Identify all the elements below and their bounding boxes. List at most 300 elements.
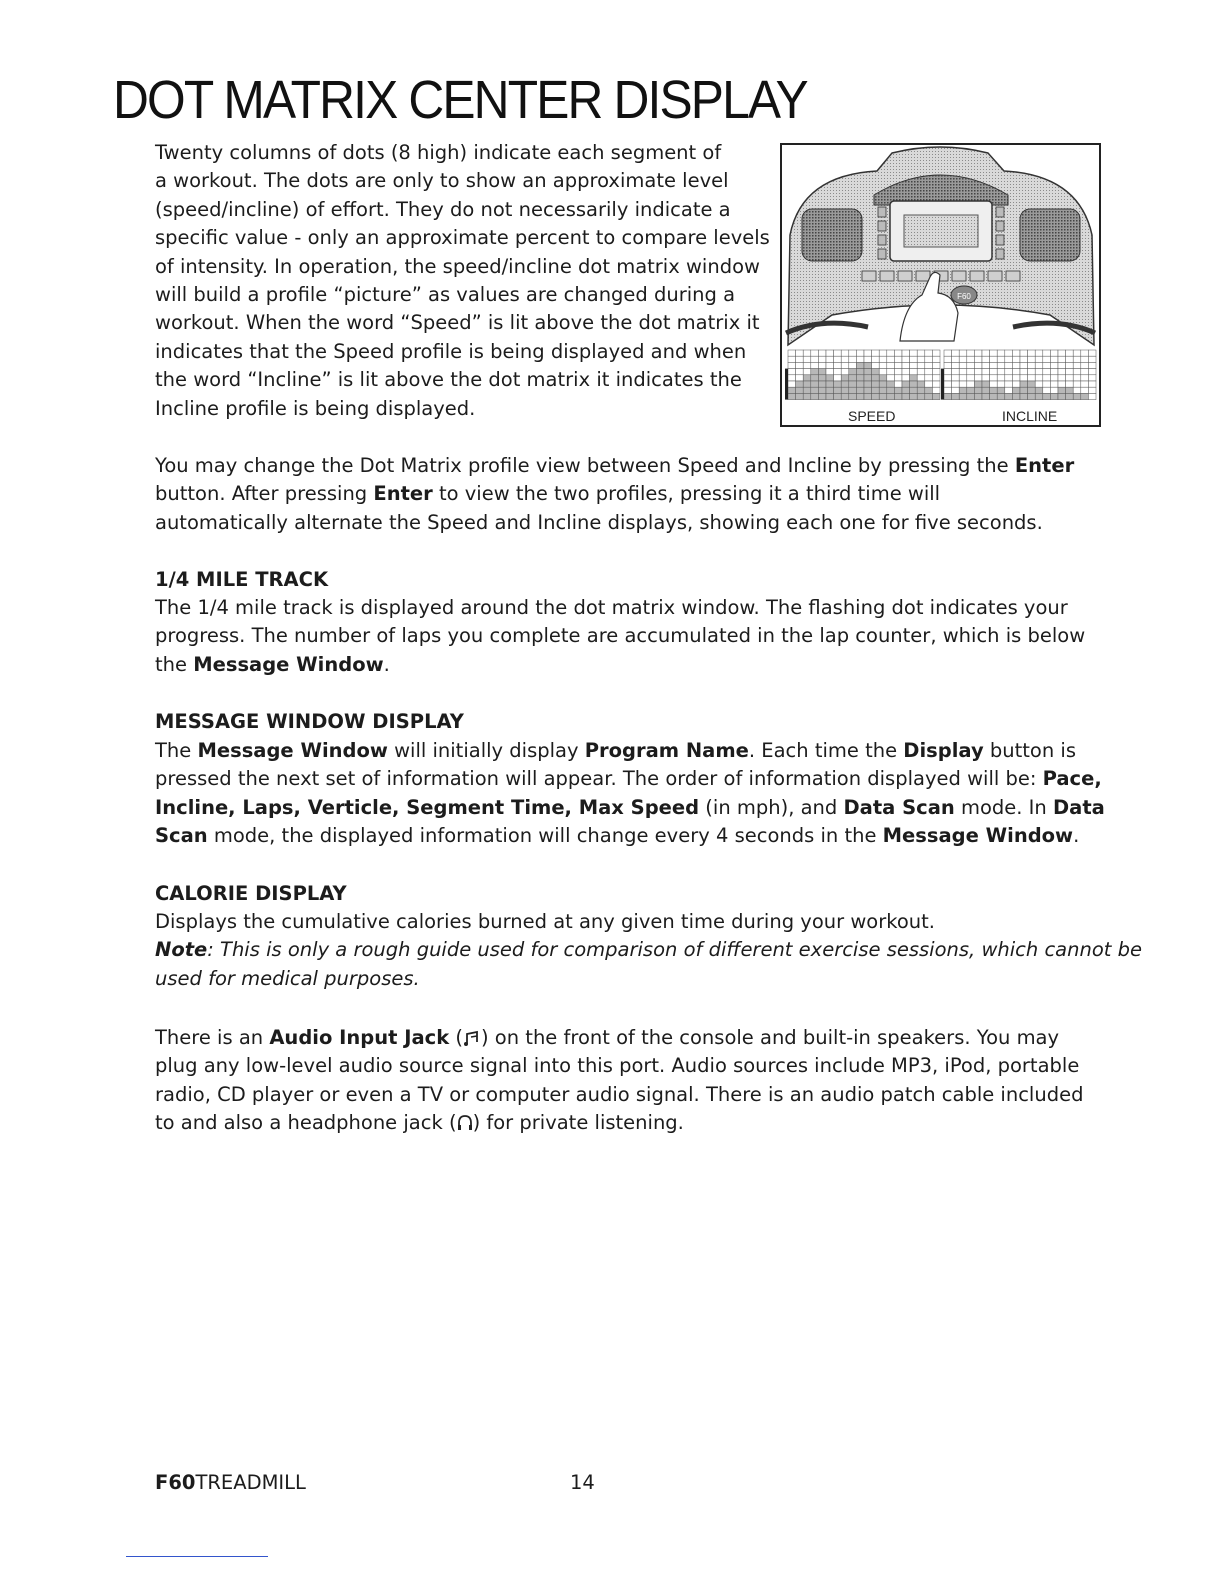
- matrix-dot: [944, 350, 952, 356]
- incline-dot-matrix: [941, 350, 1096, 400]
- track-heading: 1/4 MILE TRACK: [155, 568, 329, 591]
- matrix-dot: [803, 375, 811, 381]
- calorie-text: Displays the cumulative calories burned at any given time during your workout.: [155, 910, 935, 933]
- matrix-edge-marker: [785, 369, 788, 400]
- matrix-dot: [887, 362, 895, 368]
- matrix-dot: [1066, 356, 1074, 362]
- matrix-dot: [788, 369, 796, 375]
- matrix-dot: [1081, 375, 1089, 381]
- matrix-dot: [841, 356, 849, 362]
- matrix-dot: [826, 362, 834, 368]
- matrix-dot: [967, 356, 975, 362]
- matrix-dot: [894, 369, 902, 375]
- matrix-dot: [952, 387, 960, 393]
- enter-text: automatically alternate the Speed and Incline displays, showing each one for five seconds.: [155, 510, 1043, 534]
- matrix-dot: [944, 381, 952, 387]
- keypad-row: [862, 271, 1020, 281]
- matrix-dot: [811, 387, 819, 393]
- matrix-dot: [925, 381, 933, 387]
- matrix-dot: [841, 381, 849, 387]
- matrix-dot: [1005, 387, 1013, 393]
- matrix-dot: [932, 393, 940, 399]
- matrix-dot: [902, 387, 910, 393]
- matrix-dot: [910, 393, 918, 399]
- matrix-dot: [952, 362, 960, 368]
- matrix-dot: [849, 369, 857, 375]
- matrix-dot: [879, 369, 887, 375]
- matrix-dot: [849, 387, 857, 393]
- matrix-dot: [834, 350, 842, 356]
- matrix-dot: [1005, 350, 1013, 356]
- matrix-dot: [902, 375, 910, 381]
- intro-line: specific value - only an approximate percent to compare levels: [155, 226, 770, 250]
- matrix-dot: [1020, 350, 1028, 356]
- matrix-dot: [834, 362, 842, 368]
- matrix-dot: [788, 393, 796, 399]
- matrix-dot: [864, 375, 872, 381]
- matrix-dot: [1050, 381, 1058, 387]
- matrix-dot: [959, 387, 967, 393]
- matrix-dot: [1088, 356, 1096, 362]
- message-text: (in mph), and: [699, 795, 844, 819]
- matrix-dot: [982, 369, 990, 375]
- message-window-inner: [904, 215, 978, 247]
- incline-label: INCLINE: [1002, 408, 1058, 424]
- speed-dot-matrix: [785, 350, 940, 400]
- matrix-dot: [788, 362, 796, 368]
- matrix-dot: [1012, 375, 1020, 381]
- matrix-dot: [811, 381, 819, 387]
- message-text: pressed the next set of information will appear. The order of information displayed will be:: [155, 767, 1043, 791]
- track-text: .: [383, 652, 390, 676]
- matrix-dot: [887, 369, 895, 375]
- enter-bold: Enter: [373, 482, 433, 506]
- matrix-dot: [1088, 393, 1096, 399]
- matrix-dot: [818, 356, 826, 362]
- matrix-dot: [894, 362, 902, 368]
- matrix-dot: [879, 393, 887, 399]
- matrix-dot: [1012, 350, 1020, 356]
- matrix-dot: [1081, 356, 1089, 362]
- matrix-dot: [1005, 362, 1013, 368]
- matrix-dot: [864, 362, 872, 368]
- message-bold: Display: [903, 739, 984, 762]
- message-bold: Incline, Laps, Verticle, Segment Time, Max Speed: [155, 795, 700, 819]
- audio-text: plug any low-level audio source signal into this port. Audio sources include MP3, iPod, portable: [155, 1054, 1080, 1078]
- matrix-dot: [864, 381, 872, 387]
- matrix-dot: [910, 362, 918, 368]
- matrix-dot: [1020, 387, 1028, 393]
- audio-text: There is an: [155, 1026, 270, 1049]
- page-title: DOT MATRIX CENTER DISPLAY: [113, 70, 807, 130]
- matrix-dot: [902, 393, 910, 399]
- enter-text: to view the two profiles, pressing it a third time will: [432, 482, 941, 506]
- intro-line: a workout. The dots are only to show an approximate level: [155, 169, 729, 193]
- matrix-dot: [967, 369, 975, 375]
- audio-text: ) for private listening.: [472, 1111, 684, 1135]
- matrix-dot: [879, 375, 887, 381]
- matrix-dot: [803, 350, 811, 356]
- matrix-dot: [1028, 356, 1036, 362]
- matrix-dot: [1012, 356, 1020, 362]
- matrix-dot: [1066, 350, 1074, 356]
- matrix-dot: [1028, 375, 1036, 381]
- matrix-dot: [967, 362, 975, 368]
- matrix-dot: [796, 362, 804, 368]
- matrix-dot: [887, 387, 895, 393]
- matrix-dot: [917, 369, 925, 375]
- track-bold: Message Window: [193, 652, 384, 676]
- matrix-dot: [959, 350, 967, 356]
- matrix-dot: [1073, 393, 1081, 399]
- matrix-dot: [1035, 393, 1043, 399]
- message-heading: MESSAGE WINDOW DISPLAY: [155, 710, 464, 733]
- matrix-dot: [864, 369, 872, 375]
- matrix-dot: [872, 387, 880, 393]
- matrix-edge-marker: [941, 369, 944, 400]
- matrix-dot: [952, 381, 960, 387]
- matrix-dot: [967, 381, 975, 387]
- matrix-dot: [887, 375, 895, 381]
- matrix-dot: [1058, 350, 1066, 356]
- track-paragraph: [155, 594, 1095, 679]
- matrix-dot: [1050, 362, 1058, 368]
- matrix-dot: [841, 369, 849, 375]
- matrix-dot: [1050, 369, 1058, 375]
- matrix-dot: [974, 381, 982, 387]
- matrix-dot: [932, 387, 940, 393]
- matrix-dot: [1058, 362, 1066, 368]
- matrix-dot: [997, 393, 1005, 399]
- matrix-dot: [917, 356, 925, 362]
- matrix-dot: [967, 393, 975, 399]
- matrix-dot: [1066, 375, 1074, 381]
- matrix-dot: [925, 387, 933, 393]
- matrix-dot: [826, 375, 834, 381]
- matrix-dot: [982, 375, 990, 381]
- matrix-dot: [1035, 362, 1043, 368]
- matrix-dot: [826, 369, 834, 375]
- intro-line: will build a profile “picture” as values are changed during a: [155, 283, 736, 307]
- matrix-dot: [864, 393, 872, 399]
- matrix-dot: [872, 356, 880, 362]
- matrix-dot: [952, 375, 960, 381]
- matrix-dot: [864, 356, 872, 362]
- matrix-dot: [1012, 369, 1020, 375]
- matrix-dot: [834, 393, 842, 399]
- track-text: the: [155, 652, 194, 676]
- matrix-dot: [788, 375, 796, 381]
- matrix-dot: [1035, 381, 1043, 387]
- matrix-dot: [932, 350, 940, 356]
- matrix-dot: [925, 369, 933, 375]
- matrix-dot: [982, 393, 990, 399]
- matrix-dot: [826, 356, 834, 362]
- matrix-dot: [1012, 362, 1020, 368]
- matrix-dot: [1088, 350, 1096, 356]
- matrix-dot: [925, 350, 933, 356]
- matrix-dot: [1088, 362, 1096, 368]
- matrix-dot: [997, 356, 1005, 362]
- matrix-dot: [796, 375, 804, 381]
- matrix-dot: [894, 381, 902, 387]
- message-text: . Each time the: [748, 739, 904, 762]
- matrix-dot: [1066, 369, 1074, 375]
- matrix-dot: [1081, 350, 1089, 356]
- matrix-dot: [1020, 356, 1028, 362]
- matrix-dot: [834, 356, 842, 362]
- matrix-dot: [818, 350, 826, 356]
- matrix-dot: [1081, 362, 1089, 368]
- matrix-dot: [974, 369, 982, 375]
- matrix-dot: [944, 375, 952, 381]
- matrix-dot: [1073, 356, 1081, 362]
- matrix-dot: [887, 350, 895, 356]
- matrix-dot: [811, 356, 819, 362]
- matrix-dot: [1035, 387, 1043, 393]
- headphone-icon: [457, 1114, 473, 1132]
- message-bold: Data Scan: [843, 795, 955, 819]
- message-bold: Pace,: [1042, 767, 1102, 791]
- matrix-dot: [967, 387, 975, 393]
- matrix-dot: [974, 375, 982, 381]
- matrix-dot: [826, 350, 834, 356]
- matrix-dot: [803, 362, 811, 368]
- matrix-dot: [894, 356, 902, 362]
- matrix-dot: [932, 356, 940, 362]
- matrix-dot: [974, 393, 982, 399]
- matrix-dot: [917, 362, 925, 368]
- matrix-dot: [834, 387, 842, 393]
- matrix-dot: [834, 375, 842, 381]
- matrix-dot: [910, 369, 918, 375]
- matrix-dot: [811, 350, 819, 356]
- matrix-dot: [872, 369, 880, 375]
- matrix-dot: [944, 356, 952, 362]
- matrix-dot: [841, 350, 849, 356]
- audio-bold: Audio Input Jack: [269, 1026, 450, 1049]
- left-panel: [802, 209, 862, 261]
- matrix-dot: [1043, 381, 1051, 387]
- matrix-dot: [959, 375, 967, 381]
- matrix-dot: [856, 375, 864, 381]
- right-panel: [1020, 209, 1080, 261]
- matrix-dot: [974, 362, 982, 368]
- matrix-dot: [917, 375, 925, 381]
- matrix-dot: [959, 393, 967, 399]
- matrix-dot: [856, 393, 864, 399]
- matrix-dot: [1043, 350, 1051, 356]
- matrix-dot: [1073, 362, 1081, 368]
- matrix-dot: [1012, 381, 1020, 387]
- audio-input-jack-icon: [463, 1029, 481, 1047]
- audio-text: ) on the front of the console and built-in speakers. You may: [481, 1026, 1060, 1049]
- matrix-dot: [910, 387, 918, 393]
- matrix-dot: [1050, 375, 1058, 381]
- matrix-dot: [811, 362, 819, 368]
- matrix-dot: [803, 369, 811, 375]
- matrix-dot: [788, 387, 796, 393]
- matrix-dot: [1081, 393, 1089, 399]
- matrix-dot: [925, 375, 933, 381]
- matrix-dot: [944, 393, 952, 399]
- matrix-dot: [887, 356, 895, 362]
- matrix-dot: [952, 393, 960, 399]
- matrix-dot: [1058, 381, 1066, 387]
- matrix-dot: [1073, 369, 1081, 375]
- intro-line: of intensity. In operation, the speed/incline dot matrix window: [155, 254, 760, 278]
- matrix-dot: [1005, 393, 1013, 399]
- matrix-dot: [997, 350, 1005, 356]
- matrix-dot: [1005, 375, 1013, 381]
- audio-text: radio, CD player or even a TV or computer audio signal. There is an audio patch cable included: [155, 1082, 1084, 1106]
- matrix-dot: [1035, 375, 1043, 381]
- matrix-dot: [872, 375, 880, 381]
- matrix-dot: [974, 350, 982, 356]
- matrix-dot: [856, 369, 864, 375]
- matrix-dot: [990, 375, 998, 381]
- message-text: button is: [983, 739, 1076, 762]
- matrix-dot: [990, 356, 998, 362]
- matrix-dot: [1066, 362, 1074, 368]
- message-text: will initially display: [387, 739, 585, 762]
- matrix-dot: [894, 393, 902, 399]
- footer-product-name: TREADMILL: [195, 1471, 306, 1494]
- intro-line: Incline profile is being displayed.: [155, 396, 476, 420]
- matrix-dot: [990, 387, 998, 393]
- matrix-dot: [796, 369, 804, 375]
- matrix-dot: [1043, 356, 1051, 362]
- matrix-dot: [872, 393, 880, 399]
- matrix-dot: [879, 381, 887, 387]
- matrix-dot: [1088, 387, 1096, 393]
- enter-text: button. After pressing: [155, 482, 374, 506]
- matrix-dot: [834, 381, 842, 387]
- matrix-dot: [803, 393, 811, 399]
- message-bold: Data: [1052, 795, 1105, 819]
- matrix-dot: [887, 381, 895, 387]
- matrix-dot: [788, 356, 796, 362]
- matrix-dot: [803, 381, 811, 387]
- matrix-dot: [982, 350, 990, 356]
- matrix-dot: [959, 369, 967, 375]
- matrix-dot: [818, 387, 826, 393]
- matrix-dot: [1066, 387, 1074, 393]
- calorie-paragraph: [155, 908, 1142, 993]
- matrix-dot: [1012, 387, 1020, 393]
- matrix-dot: [1058, 369, 1066, 375]
- matrix-dot: [1073, 350, 1081, 356]
- matrix-dot: [796, 393, 804, 399]
- matrix-dot: [944, 387, 952, 393]
- matrix-dot: [826, 393, 834, 399]
- matrix-dot: [1035, 369, 1043, 375]
- matrix-dot: [1081, 381, 1089, 387]
- matrix-dot: [826, 381, 834, 387]
- matrix-dot: [796, 381, 804, 387]
- matrix-dot: [811, 375, 819, 381]
- matrix-dot: [974, 356, 982, 362]
- matrix-dot: [872, 350, 880, 356]
- audio-text: (: [449, 1026, 463, 1049]
- matrix-dot: [925, 356, 933, 362]
- matrix-dot: [1088, 375, 1096, 381]
- matrix-dot: [818, 369, 826, 375]
- message-text: The: [155, 739, 198, 762]
- audio-paragraph: [155, 1024, 1095, 1138]
- matrix-dot: [967, 375, 975, 381]
- matrix-dot: [849, 362, 857, 368]
- matrix-dot: [1043, 387, 1051, 393]
- footer-model: F60: [155, 1471, 196, 1494]
- matrix-dot: [1050, 393, 1058, 399]
- matrix-dot: [1028, 362, 1036, 368]
- matrix-dot: [1020, 369, 1028, 375]
- matrix-dot: [1020, 375, 1028, 381]
- matrix-dot: [902, 362, 910, 368]
- matrix-dot: [1073, 381, 1081, 387]
- matrix-dot: [997, 362, 1005, 368]
- matrix-dot: [1028, 387, 1036, 393]
- matrix-dot: [849, 375, 857, 381]
- matrix-dot: [879, 362, 887, 368]
- intro-line: indicates that the Speed profile is being displayed and when: [155, 339, 747, 363]
- matrix-dot: [932, 375, 940, 381]
- matrix-dot: [925, 393, 933, 399]
- matrix-dot: [1058, 387, 1066, 393]
- matrix-dot: [990, 369, 998, 375]
- matrix-dot: [826, 387, 834, 393]
- matrix-dot: [872, 362, 880, 368]
- audio-text: to and also a headphone jack (: [155, 1111, 457, 1135]
- track-text: progress. The number of laps you complete are accumulated in the lap counter, which is below: [155, 624, 1086, 648]
- matrix-dot: [902, 356, 910, 362]
- footer-rule: [126, 1556, 268, 1557]
- matrix-dot: [1005, 369, 1013, 375]
- message-text: mode. In: [954, 795, 1053, 819]
- matrix-dot: [990, 362, 998, 368]
- matrix-dot: [932, 369, 940, 375]
- matrix-dot: [944, 362, 952, 368]
- matrix-dot: [849, 381, 857, 387]
- console-illustration: [782, 145, 1099, 425]
- matrix-dot: [849, 356, 857, 362]
- matrix-dot: [902, 369, 910, 375]
- matrix-dot: [959, 356, 967, 362]
- matrix-dot: [841, 362, 849, 368]
- matrix-dot: [864, 387, 872, 393]
- matrix-dot: [856, 387, 864, 393]
- matrix-dot: [910, 350, 918, 356]
- matrix-dot: [917, 381, 925, 387]
- matrix-dot: [811, 393, 819, 399]
- matrix-dot: [1058, 393, 1066, 399]
- matrix-dot: [1088, 369, 1096, 375]
- matrix-dot: [982, 387, 990, 393]
- matrix-dot: [1012, 393, 1020, 399]
- speed-label: SPEED: [848, 408, 896, 424]
- matrix-dot: [932, 362, 940, 368]
- matrix-dot: [887, 393, 895, 399]
- matrix-dot: [1043, 362, 1051, 368]
- matrix-dot: [902, 381, 910, 387]
- matrix-dot: [974, 387, 982, 393]
- matrix-dot: [910, 356, 918, 362]
- matrix-dot: [841, 375, 849, 381]
- intro-line: workout. When the word “Speed” is lit above the dot matrix it: [155, 311, 760, 335]
- matrix-dot: [1028, 369, 1036, 375]
- matrix-dot: [879, 387, 887, 393]
